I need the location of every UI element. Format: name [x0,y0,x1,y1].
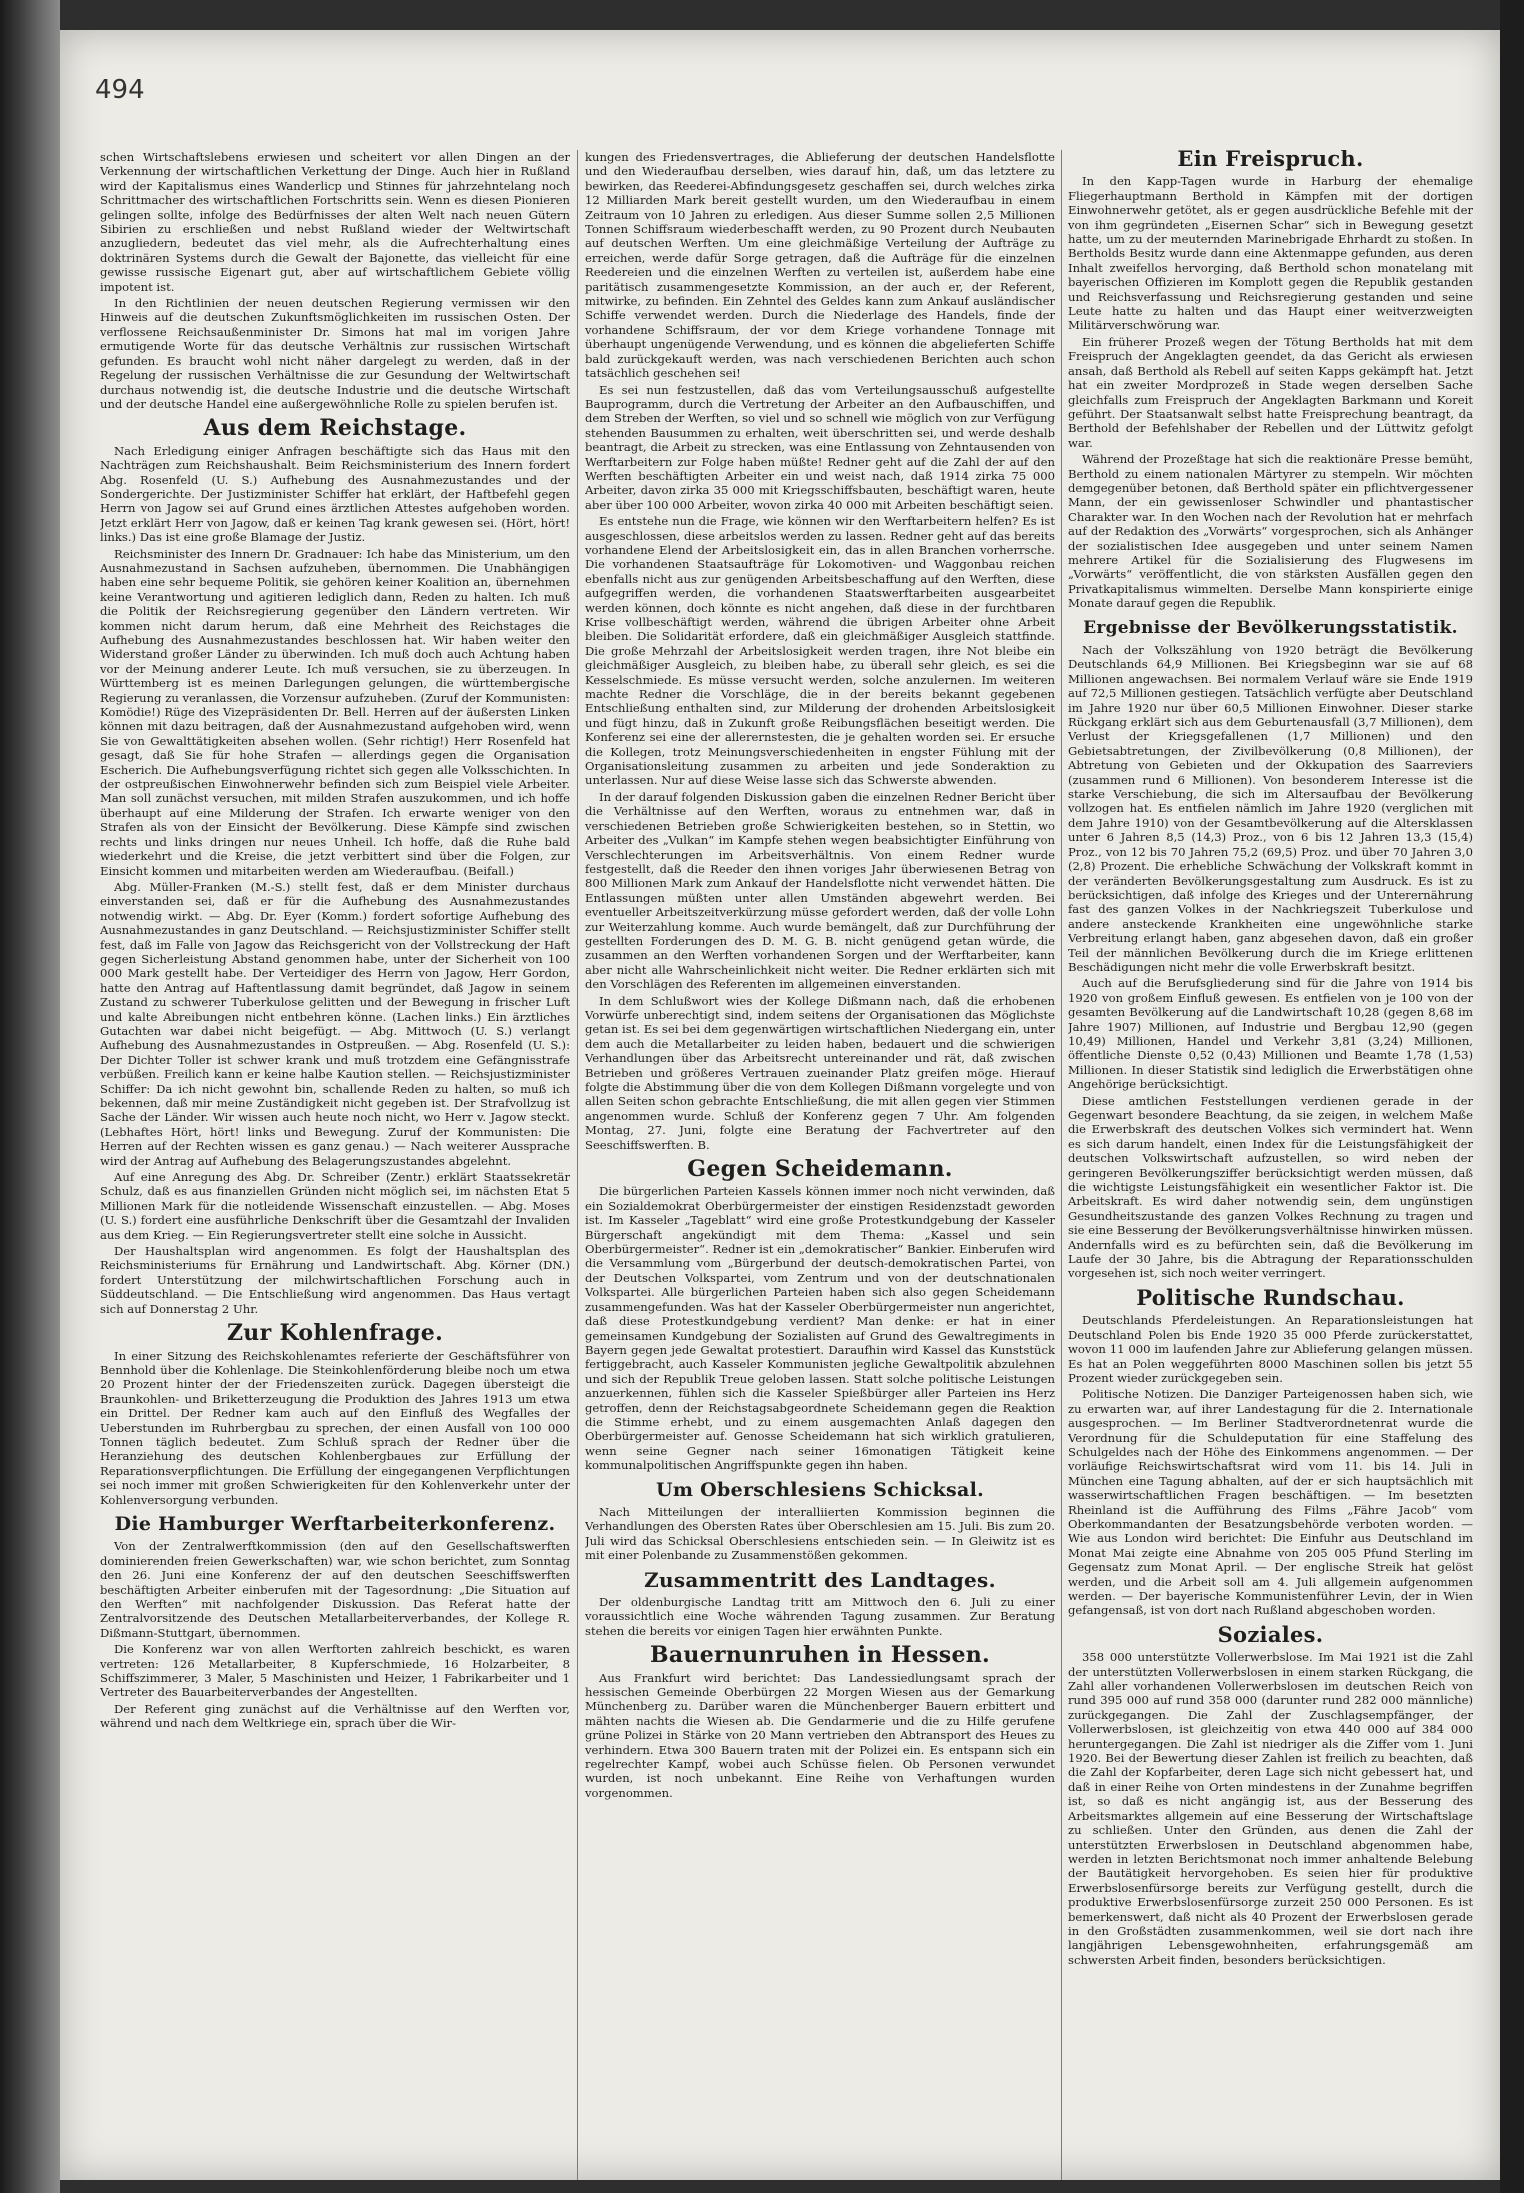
article-continuation: kungen des Friedensvertrages, die Ablieferung der deutschen Handelsflotte und den Wiederaufbau derselben, wies darauf hin, daß, um das letztere zu bewirken, das Reederei-Abfindungsgesetz geschaffen sei, durch welches zirka 12 Milliarden Mark bereit gestellt wurden, um den Wiederaufbau in einem Zeitraum von 10 Jahren zu erledigen. Aus dieser Summe sollen 2,5 Millionen Tonnen Schiffsraum wiederbeschafft werden, zu 90 Prozent durch Neubauten auf deutschen Werften. Um eine gleichmäßige Verteilung der Aufträge zu erreichen, werde dafür Sorge getragen, daß die Aufträge für die einzelnen Reedereien und die einzelnen Werften zu verteilen ist, außerdem habe eine paritätisch zusammengesetzte Kommission, an der auch er, der Referent, mitwirke, zu befinden. Ein Zehntel des Geldes kann zum Ankauf ausländischer Schiffe verwendet werden. Durch die Niederlage des Handels, finde der vorhandene Schiffsraum, der vor dem Kriege vorhandene Tonnage mit überhaupt ungenügende Verwendung, und es können die abgelieferten Schiffe bald zurückgekauft werden, was nach verschiedenen Berichten auch schon tatsächlich geschehen sei! [585,150,1055,381]
article-paragraph: Abg. Müller-Franken (M.-S.) stellt fest, daß er dem Minister durchaus einverstanden sei, daß er für die Aufhebung des Ausnahmezustandes notwendig wirkt. — Abg. Dr. Eyer (Komm.) fordert sofortige Aufhebung des Ausnahmezustandes in ganz Deutschland. — Reichsjustizminister Schiffer stellt fest, daß im Falle von Jagow das Reichsgericht von der Vollstreckung der Haft gegen Sicherleistung Abstand genommen habe, unter der Sicherheit von 100 000 Mark gestellt habe. Der Verteidiger des Herrn von Jagow, Herr Gordon, hatte den Antrag auf Haftentlassung damit begründet, daß Jagow in seinem Zustand zu schwerer Tuberkulose gelitten und der Bewegung in frischer Luft und kalte Abreibungen nicht entbehren könne. (Lachen links.) Ein ärztliches Gutachten war dabei nicht beigefügt. — Abg. Mittwoch (U. S.) verlangt Aufhebung des Ausnahmezustandes in Ostpreußen. — Abg. Rosenfeld (U. S.): Der Dichter Toller ist schwer krank und muß trotzdem eine Gefängnisstrafe verbüßen. Freilich kann er keine halbe Kaution stellen. — Reichsjustizminister Schiffer: Da ich nicht gewohnt bin, schallende Reden zu halten, so muß ich bekennen, daß mir meine Zuständigkeit nicht gegeben ist. Der Strafvollzug ist Sache der Länder. Wir wissen auch heute noch nicht, wo Herr v. Jagow steckt. (Lebhaftes Hört, hört! links und Bewegung. Zuruf der Kommunisten: Die Herren auf der Rechten wissen es ganz genau.) — Nach weiterer Aussprache wird der Antrag auf Aufhebung des Belagerungszustandes abgelehnt. [100,879,570,1168]
column-3 [1068,150,1473,2190]
page-number: 494 [95,75,145,105]
article-paragraph: Von der Zentralwerftkommission (den auf den Gesellschaftswerften dominierenden freien Gewerkschaften) war, wie schon berichtet, zum Sonntag den 26. Juni eine Konferenz der auf den deutschen Seeschiffswerften beschäftigten Arbeiter einberufen mit der Tagesordnung: „Die Situation auf den Werften“ mit nachfolgender Diskussion. Das Referat hatte der Zentralvorsitzende des Deutschen Metallarbeiterverbandes, der Kollege R. Dißmann-Stuttgart, übernommen. [100,1539,570,1640]
article-paragraph: Der Haushaltsplan wird angenommen. Es folgt der Haushaltsplan des Reichsministeriums für Ernährung und Landwirtschaft. Abg. Körner (DN.) fordert Unterstützung der milchwirtschaftlichen Forschung auch in Süddeutschland. — Die Entschließung wird angenommen. Das Haus vertagt sich auf Donnerstag 2 Uhr. [100,1244,570,1316]
column-rule-1 [577,150,578,2180]
author-signature: B. [697,1137,710,1152]
article-paragraph: In einer Sitzung des Reichskohlenamtes referierte der Geschäftsführer von Bennhold über die Kohlenlage. Die Steinkohlenförderung bleibe noch um etwa 20 Prozent hinter der der Friedenszeiten zurück. Dagegen übersteigt die Braunkohlen- und Briketterzeugung die Produktion des Jahres 1913 um etwa ein Drittel. Der Redner kam auch auf den Einfluß des Wegfalles der Ueberstunden im Ruhrbergbau zu sprechen, der einen Ausfall von 100 000 Tonnen täglich bedeutet. Zum Schluß sprach der Redner über die Heranziehung des deutschen Kohlenbergbaues zur Erfüllung der Reparationsverpflichtungen. Die Erfüllung der eingegangenen Verpflichtungen sei noch immer mit großen Schwierigkeiten für den Kohlenverkehr unter der Kohlenversorgung verbunden. [100,1348,570,1507]
headline-kohlenfrage: Zur Kohlenfrage. [226,1320,444,1347]
headline-scheidemann: Gegen Scheidemann. [687,1156,953,1183]
article-paragraph: Aus Frankfurt wird berichtet: Das Landessiedlungsamt sprach der hessischen Gemeinde Oberbürgen 22 Morgen Wiesen aus der Gemarkung Münchenberg zu. Darüber waren die Münchenberger Bauern erbittert und mähten nachts die Wiesen ab. Die Gendarmerie und die zu Hilfe gerufene grüne Polizei in Stärke von 20 Mann vertrieben den Abtransport des Heues zu verhindern. Etwa 300 Bauern traten mit der Polizei ein. Es entspann sich ein regelrechter Kampf, wobei auch Schüsse fielen. Ob Personen verwundet wurden, ist noch unbekannt. Eine Reihe von Verhaftungen wurden vorgenommen. [585,1670,1055,1800]
headline-werftarbeiterkonferenz: Die Hamburger Werftarbeiterkonferenz. [114,1512,556,1535]
article-paragraph: Diese amtlichen Feststellungen verdienen gerade in der Gegenwart besondere Beachtung, da sie zeigen, in welchem Maße die Erwerbskraft des deutschen Volkes sich vermindert hat. Wenn es sich darum handelt, einen Index für die Leistungsfähigkeit der deutschen Volkswirtschaft aufzustellen, so wird neben der geringeren Bevölkerungsziffer berücksichtigt werden müssen, daß die wichtigste Leistungsfähigkeit ein wesentlicher Faktor ist. Die Arbeitskraft. Es wird daher notwendig sein, dem ungünstigen Gesundheitszustande des ganzen Volkes Rechnung zu tragen und sie eine Besserung der Bevölkerungsverhältnisse hinwirken müssen. Andernfalls wird es zu befürchten sein, daß die Bevölkerung im Laufe der 30 Jahre, bis die Abtragung der Reparationsschulden vorgesehen ist, sich noch weiter verringert. [1068,1093,1473,1281]
article-paragraph: Die Konferenz war von allen Werftorten zahlreich beschickt, es waren vertreten: 126 Metallarbeiter, 8 Kupferschmiede, 16 Holzarbeiter, 8 Schiffszimmerer, 3 Maler, 5 Maschinisten und Heizer, 1 Fabrikarbeiter und 1 Vertreter des Bauarbeiterverbandes der Angestellten. [100,1642,570,1700]
article-paragraph-text: In dem Schlußwort wies der Kollege Dißmann nach, daß die erhobenen Vorwürfe unberechtigt sind, indem seitens der Organisationen das Möglichste getan ist. Es sei bei dem gegenwärtigen wirtschaftlichen Niedergang ein, unter dem auch die Metallarbeiter zu leiden haben, bedauert und die schwierigen Verhandlungen über das Arbeitsrecht untereinander und rät, daß zwischen Betrieben und größeres Vertrauen zueinander Platz greifen möge. Hierauf folgte die Abstimmung über die von dem Kollegen Dißmann vorgelegte und von allen Seiten schon gebrachte Entschließung, die mit allen gegen vier Stimmen angenommen wurde. Schluß der Konferenz gegen 7 Uhr. Am folgenden Montag, 27. Juni, folgte eine Beratung der Fachvertreter auf den Seeschiffswerften. [585,993,1055,1152]
article-paragraph: Auf eine Anregung des Abg. Dr. Schreiber (Zentr.) erklärt Staatssekretär Schulz, daß es aus finanziellen Gründen nicht möglich sei, im nächsten Etat 5 Millionen Mark für die notleidende Wissenschaft einzustellen. — Abg. Moses (U. S.) fordert eine ausführliche Denkschrift über die Gesamtzahl der Invaliden aus dem Krieg. — Ein Regierungsvertreter stellt eine solche in Aussicht. [100,1170,570,1242]
column-1 [100,150,570,2190]
article-paragraph: Politische Notizen. Die Danziger Parteigenossen haben sich, wie zu erwarten war, auf ihrer Landestagung für die 2. Internationale ausgesprochen. — Im Berliner Stadtverordnetenrat wurde die Verordnung für die Schuldeputation für eine Staffelung des Schulgeldes nach der Höhe des Einkommens angenommen. — Der vorläufige Reichswirtschaftsrat wird vom 11. bis 14. Juli in München eine Tagung abhalten, auf der er sich hauptsächlich mit wasserwirtschaftlichen Fragen beschäftigen. — Im besetzten Rheinland ist die Aufführung des Films „Fähre Jacob“ vom Oberkommandanten der Besatzungsbehörde verboten worden. — Wie aus London wird berichtet: Die Einfuhr aus Deutschland im Monat Mai zeigte eine Abnahme von 205 005 Pfund Sterling im Gegensatz zum Monat April. — Der englische Streik hat gelöst werden, und die Arbeit soll am 4. Juli allgemein aufgenommen werden. — Der bayerische Kommunistenführer Levin, der in Wien gefangensaß, ist von dort nach Rußland abgeschoben worden. [1068,1387,1473,1618]
article-paragraph: Der oldenburgische Landtag tritt am Mittwoch den 6. Juli zu einer voraussichtlich eine Woche währenden Tagung zusammen. Zur Beratung stehen die bereits vor einigen Tagen hier erwähnten Punkte. [585,1595,1055,1638]
article-paragraph: In der darauf folgenden Diskussion gaben die einzelnen Redner Bericht über die Verhältnisse auf den Werften, woraus zu entnehmen war, daß in verschiedenen Betrieben große Schwierigkeiten bestehen, so in Stettin, wo Arbeiter des „Vulkan“ im Kampfe stehen wegen beabsichtigter Einführung von Verschlechterungen im Arbeitsverhältnis. Von einem Redner wurde festgestellt, daß die Reeder den ihnen voriges Jahr überwiesenen Betrag von 800 Millionen Mark zum Ankauf der Handelsflotte nicht verwendet hätten. Die Entlassungen müßten unter allen Umständen abgewehrt werden. Bei eventueller Arbeitszeitverkürzung müsse gefordert werden, daß der volle Lohn zur Weiterzahlung komme. Auch wurde bemängelt, daß zur Durchführung der gestellten Forderungen des D. M. G. B. nicht genügend getan würde, die zusammen an den Werften vorhandenen Sorgen und der Werftarbeiter, kann aber nicht alle Wahrscheinlichkeit nicht weiter. Die Redner erklärten sich mit den Vorschlägen des Referenten im allgemeinen einverstanden. [585,789,1055,992]
headline-bevoelkerungsstatistik: Ergebnisse der Bevölkerungsstatistik. [1083,617,1458,638]
column-2 [585,150,1055,2190]
article-paragraph: Es sei nun festzustellen, daß das vom Verteilungsausschuß aufgestellte Bauprogramm, durch die Vertretung der Arbeiter an den Aufbauschiffen, und dem Streben der Werften, so viel und so schnell wie möglich von zur Verfügung stehenden Bausummen zu erhalten, weit überschritten sei, und werde deshalb beantragt, die Arbeit zu strecken, was eine Entlassung von Zehntausenden von Werftarbeitern zur Folge haben müßte! Redner geht auf die Zahl der auf den Werften beschäftigten Arbeiter ein und weist nach, daß 1914 zirka 75 000 Arbeiter, davon zirka 35 000 mit Kriegsschiffsbauten, beschäftigt waren, heute aber über 100 000 Arbeiter, wovon zirka 40 000 mit Arbeiten beschäftigt seien. [585,382,1055,512]
article-paragraph: Während der Prozeßtage hat sich die reaktionäre Presse bemüht, Berthold zu einem nationalen Märtyrer zu stempeln. Wir möchten demgegenüber betonen, daß Berthold später ein pflichtvergessener Mann, der ein gewissenloser Schwindler und phantastischer Charakter war. In den Wochen nach der Revolution hat er mehrfach auf der Redaktion des „Vorwärts“ vorgesprochen, sich als Anhänger der sozialistischen Idee ausgegeben und unter seinem Namen mehrere Artikel für die Sozialisierung des Flugwesens im „Vorwärts“ veröffentlicht, die von stärksten Ausfällen gegen den Privatkapitalismus wimmelten. Derselbe Mann konspirierte einige Monate darauf gegen die Republik. [1068,452,1473,611]
article-paragraph: Nach Mitteilungen der interalliierten Kommission beginnen die Verhandlungen des Obersten Rates über Oberschlesien am 15. Juli. Bis zum 20. Juli wird das Schicksal Oberschlesiens entschieden sein. — In Gleiwitz ist es mit einer Polenbande zu Zusammenstößen gekommen. [585,1504,1055,1563]
book-binding [0,0,60,2193]
article-paragraph: Die bürgerlichen Parteien Kassels können immer noch nicht verwinden, daß ein Sozialdemokrat Oberbürgermeister der einstigen Residenzstadt geworden ist. Im Kasseler „Tageblatt“ wird eine große Protestkundgebung der Kasseler Bürgerschaft angekündigt mit dem Thema: „Kassel und sein Oberbürgermeister“. Redner ist ein „demokratischer“ Bankier. Einberufen wird die Versammlung vom „Bürgerbund der deutsch-demokratischen Partei, von der Deutschen Volkspartei, vom Zentrum und von der deutschnationalen Volkspartei. Alle bürgerlichen Parteien haben sich also gegen Scheidemann zusammengefunden. Was hat der Kasseler Oberbürgermeister nun angerichtet, daß diese Protestkundgebung verdient? Man denke: er hat in einer gemeinsamen Kundgebung der Sozialisten auf Grund des Gewaltregiments in Bayern gegen jede Gewaltat protestiert. Daraufhin wird Kassel das Kunststück fertiggebracht, auch Kasseler Kommunisten jegliche Gewaltpolitik abzulehnen und sich der Republik Treue geloben lassen. Statt solche politische Leistungen anzuerkennen, fühlen sich die Kasseler Spießbürger aller Parteien ins Herz getroffen, denn der Reichstagsabgeordnete Scheidemann gegen die Reaktion die Stimme erhebt, und zu einem ausgemachten Anlaß dagegen den Oberbürgermeister auf. Genosse Scheidemann hat sich wirklich gratulieren, wenn seine Gegner nach seiner 16monatigen Tätigkeit keine kommunalpolitischen Angriffspunkte gegen ihn haben. [585,1184,1055,1473]
article-paragraph: 358 000 unterstützte Vollerwerbslose. Im Mai 1921 ist die Zahl der unterstützten Vollerwerbslosen in einem starken Rückgang, die Zahl aller vorhandenen Vollerwerbslosen im deutschen Reich von rund 395 000 auf rund 358 000 (darunter rund 282 000 männliche) zurückgegangen. Die Zahl der Zuschlagsempfänger, der Vollerwerbslosen, ist gleichzeitig von etwa 440 000 auf 384 000 heruntergegangen. Die Zahl ist niedriger als die Ziffer vom 1. Juni 1920. Bei der Bewertung dieser Zahlen ist freilich zu beachten, daß die Zahl der Kopfarbeiter, deren Lage sich nicht gebessert hat, und daß in einer Reihe von Orten mindestens in der Zunahme begriffen ist, so daß es nicht angängig ist, aus der Besserung des Arbeitsmarktes allgemein auf eine Besserung der Wirtschaftslage zu schließen. Unter den Gründen, aus denen die Zahl der unterstützten Erwerbslosen in Deutschland abgenommen habe, werden in letzten Berichtsmonat noch immer anhaltende Belebung der Bautätigkeit hervorgehoben. Es seien hier für produktive Erwerbslosenfürsorge bereits zur Verfügung gestellt, durch die produktive Erwerbslosenfürsorge zurzeit 250 000 Personen. Es ist bemerkenswert, daß nicht als 40 Prozent der Erwerbslosen gerade in den Großstädten zusammenkommen, weil sie dort nach ihre langjährigen Lebensgewohnheiten, erfahrungsgemäß am schwersten Arbeit finden, besonders berücksichtigen. [1068,1650,1473,1967]
column-rule-2 [1061,150,1062,2180]
headline-bauernunruhen: Bauernunruhen in Hessen. [649,1642,991,1669]
scan-edge [1500,0,1524,2193]
headline-oberschlesien: Um Oberschlesiens Schicksal. [655,1478,985,1501]
article-paragraph: Es entstehe nun die Frage, wie können wir den Werftarbeitern helfen? Es ist ausgeschlossen, diese arbeitslos werden zu lassen. Redner geht auf das bereits vorhandene Elend der Arbeitslosigkeit ein, das in allen Branchen vorherrsche. Die vorhandenen Staatsaufträge für Lokomotiven- und Waggonbau reichen ebenfalls nicht aus zur genügenden Arbeitsbeschaffung auf den Werften, diese aufgegriffen werden, die vorhandenen Staatswerftarbeiten ausgearbeitet werden können, doch könnte es nicht angehen, daß diese in der furchtbaren Krise vollbeschäftigt werden, während die übrigen Arbeiter ohne Arbeit bleiben. Die Solidarität erfordere, daß ein gleichmäßiger Ausgleich stattfinde. Die große Mehrzahl der Arbeitslosigkeit werden tragen, ihre Not bleibe ein gleichmäßiger Ausgleich, zu bleiben habe, zu überall sehr gleich, es sei die Kesselschmiede. Es müsse versucht werden, solche anzulernen. Im weiteren machte Redner die Vorschläge, die in der bereits bekannt gegebenen Entschließung enthalten sind, zur Milderung der drohenden Arbeitslosigkeit und fügt hinzu, daß in Zukunft große Reibungsflächen beseitigt werden. Die Konferenz sei eine der allerernstesten, die je gehalten worden sei. Er ersuche die Kollegen, trotz Meinungsverschiedenheiten in engster Fühlung mit der Organisationsleitung zusammen zu arbeiten und jede Sonderaktion zu unterlassen. Nur auf diese Weise lasse sich das Schwerste abwenden. [585,514,1055,788]
article-paragraph [585,994,1055,1152]
article-paragraph: Auch auf die Berufsgliederung sind für die Jahre von 1914 bis 1920 von großem Einfluß gewesen. Es entfielen von je 100 von der gesamten Bevölkerung auf die Landwirtschaft 10,28 (gegen 8,68 im Jahre 1907) Millionen, auf Industrie und Bergbau 12,90 (gegen 10,49) Millionen, Handel und Verkehr 3,81 (3,24) Millionen, öffentliche Dienste 0,52 (0,43) Millionen und Beamte 1,78 (1,53) Millionen. In dieser Statistik sind lediglich die Erwerbstätigen ohne Angehörige berücksichtigt. [1068,976,1473,1092]
article-paragraph: Reichsminister des Innern Dr. Gradnauer: Ich habe das Ministerium, um den Ausnahmezustand in Sachsen aufzuheben, übernommen. Die Unabhängigen haben eine sehr bequeme Politik, sie gehören keiner Koalition an, übernehmen keine Verantwortung und agitieren lediglich dann, Reden zu halten. Ich muß die Politik der Reichsregierung gegenüber den Ländern vertreten. Wir kommen nicht darum herum, daß eine Mehrheit des Reichstages die Aufhebung des Ausnahmezustandes beschlossen hat. Wir haben weiter den Widerstand großer Länder zu überwinden. Ich muß doch auch Achtung haben vor der Meinung anderer Leute. Ich muß versuchen, sie zu überzeugen. In Württemberg ist es meinen Darlegungen gelungen, die württembergische Regierung zu veranlassen, die Vorzensur aufzuheben. (Zuruf der Kommunisten: Komödie!) Rüge des Vizepräsidenten Dr. Bell. Herren auf der äußersten Linken können mit dazu beitragen, daß der Ausnahmezustand aufgehoben wird, wenn Sie von Gewalttätigkeiten absehen wollen. (Sehr richtig!) Herr Rosenfeld hat gesagt, daß Sie für hohe Strafen — allerdings gegen die Organisation Escherich. Die Aufhebungsverfügung richtet sich gegen alle Volksschichten. In der ostpreußischen Einwohnerwehr befinden sich zum Beispiel viele Arbeiter. Man soll zunächst versuchen, mit milden Strafen auszukommen, und ich hoffe überhaupt auf eine Milderung der Strafen. Ich erwarte weniger von den Strafen als von der Einsicht der Bevölkerung. Diese Kämpfe sind zwischen rechts und links dringen nur neues Unheil. Ich hoffe, daß die Ruhe bald wiederkehrt und die Kreise, die jetzt verbittert sind über die Folgen, zur Einsicht kommen und mitarbeiten werden am Wiederaufbau. (Beifall.) [100,546,570,878]
article-paragraph: Ein früherer Prozeß wegen der Tötung Bertholds hat mit dem Freispruch der Angeklagten geendet, da das Gericht als erwiesen ansah, daß Berthold als Rebell auf seiten Kapps gekämpft hat. Jetzt hat ein zweiter Mordprozeß in Stade wegen derselben Sache gleichfalls zum Freispruch der Angeklagten Barkmann und Koreit geführt. Der Staatsanwalt selbst hatte Freisprechung beantragt, da Berthold der Befehlshaber der Rebellen und der Lüttwitz gefolgt war. [1068,334,1473,450]
article-paragraph: Deutschlands Pferdeleistungen. An Reparationsleistungen hat Deutschland Polen bis Ende 1920 35 000 Pferde zurückerstattet, wovon 11 000 im laufenden Jahre zur Ablieferung gelangen müssen. Es hat an Polen weggeführten 8000 Maschinen sollen bis jetzt 55 Prozent wieder zurückgegeben sein. [1068,1313,1473,1385]
article-continuation: schen Wirtschaftslebens erwiesen und scheitert vor allen Dingen an der Verkennung der wirtschaftlichen Verkettung der Dinge. Auch hier in Rußland wird der Kapitalismus eines Wanderlicp und Stinnes für jahrzehntelang noch Schrittmacher des wirtschaftlichen Fortschritts sein. Wenn es diesen Pionieren gelingen sollte, infolge des Bedürfnisses der alten Welt nach neuen Gütern Sibirien zu erschließen und nebst Rußland wieder der Weltwirtschaft anzugliedern, bedeutet das viel mehr, als die Aufrechterhaltung eines doktrinären Systems durch die Gewalt der Bajonette, das vielleicht für eine gewisse russische Eigenart gut, aber auf wirtschaftlichem Gebiete völlig impotent ist. [100,150,570,294]
article-paragraph: In den Richtlinien der neuen deutschen Regierung vermissen wir den Hinweis auf die deutschen Zukunftsmöglichkeiten im russischen Osten. Der verflossene Reichsaußenminister Dr. Simons hat mal im vorigen Jahre ermutigende Worte für das deutsche Verhältnis zur russischen Wirtschaft gefunden. Es braucht wohl nicht näher dargelegt zu werden, daß in der Regelung der russischen Verhältnisse die zur Gesundung der Weltwirtschaft durchaus notwendig ist, die deutsche Industrie und die deutsche Wirtschaft und der deutsche Handel eine außergewöhnliche Rolle zu spielen berufen ist. [100,296,570,411]
article-paragraph: Nach der Volkszählung von 1920 beträgt die Bevölkerung Deutschlands 64,9 Millionen. Bei Kriegsbeginn war sie auf 68 Millionen angewachsen. Bei normalem Verlauf wäre sie Ende 1919 auf 72,5 Millionen gestiegen. Tatsächlich verfügte aber Deutschland im Jahre 1920 nur über 60,5 Millionen Einwohner. Dieser starke Rückgang erklärt sich aus dem Geburtenausfall (3,7 Millionen), dem Verlust der Kriegsgefallenen (1,7 Millionen) und den Gebietsabtretungen, der Zivilbevölkerung (0,8 Millionen), der Abtretung von Gebieten und der Okkupation des Saarreviers (zusammen rund 6 Millionen). Von besonderem Interesse ist die starke Verschiebung, die sich im Altersaufbau der Bevölkerung vollzogen hat. Es entfielen nämlich im Jahre 1920 (verglichen mit dem Jahre 1910) von der Gesamtbevölkerung auf die Altersklassen unter 6 Jahren 8,5 (14,3) Proz., von 6 bis 12 Jahren 13,3 (15,4) Proz., von 12 bis 70 Jahren 75,2 (69,5) Proz. und über 70 Jahren 3,0 (2,8) Prozent. Die erhebliche Schwächung der Volkskraft kommt in der veränderten Bevölkerungsgestaltung zum Ausdruck. Es ist zu berücksichtigen, daß infolge des Krieges und der Unterernährung fast des ganzen Volkes in der Nachkriegszeit Tuberkulose und andere ansteckende Krankheiten eine ungewöhnliche starke Verbreitung erlangt haben, ganz abgesehen davon, daß ein großer Teil der männlichen Bevölkerung durch die im Kriege erlittenen Beschädigungen nicht mehr die volle Erwerbskraft besitzt. [1068,643,1473,974]
headline-reichstag: Aus dem Reichstage. [203,415,467,442]
article-paragraph: In den Kapp-Tagen wurde in Harburg der ehemalige Fliegerhauptmann Berthold in Kämpfen mit der dortigen Einwohnerwehr getötet, als er gegen ausdrückliche Befehle mit der von ihm gegründeten „Eisernen Schar“ sich in Bewegung gesetzt hatte, um zu der meuternden Marinebrigade Ehrhardt zu stoßen. In Bertholds Besitz wurde dann eine Aktenmappe gefunden, aus deren Inhalt zweifellos hervorging, daß Berthold schon monatelang mit bayerischen Offizieren im Komplott gegen die Republik gestanden und Reichsverfassung und Reichsregierung gestanden und seine Leute hatte zu halten und das Haupt einer weitverzweigten Militärverschwörung war. [1068,174,1473,333]
headline-soziales: Soziales. [1217,1621,1324,1647]
article-paragraph: Der Referent ging zunächst auf die Verhältnisse auf den Werften vor, während und nach dem Weltkriege ein, sprach über die Wir- [100,1701,570,1731]
headline-landtag: Zusammentritt des Landtages. [644,1567,996,1592]
article-paragraph: Nach Erledigung einiger Anfragen beschäftigte sich das Haus mit den Nachträgen zum Reichshaushalt. Beim Reichsministerium des Innern fordert Abg. Rosenfeld (U. S.) Aufhebung des Ausnahmezustandes und der Sondergerichte. Der Justizminister Schiffer hat erklärt, der Haftbefehl gegen Herrn von Jagow sei auf Grund eines ärztlichen Attestes aufgehoben worden. Jetzt erklärt Herr von Jagow, daß er keinen Tag krank gewesen sei. (Hört, hört! links.) Das ist eine große Blamage der Justiz. [100,443,570,545]
headline-freispruch: Ein Freispruch. [1177,150,1364,171]
headline-politische-rundschau: Politische Rundschau. [1136,1284,1405,1310]
